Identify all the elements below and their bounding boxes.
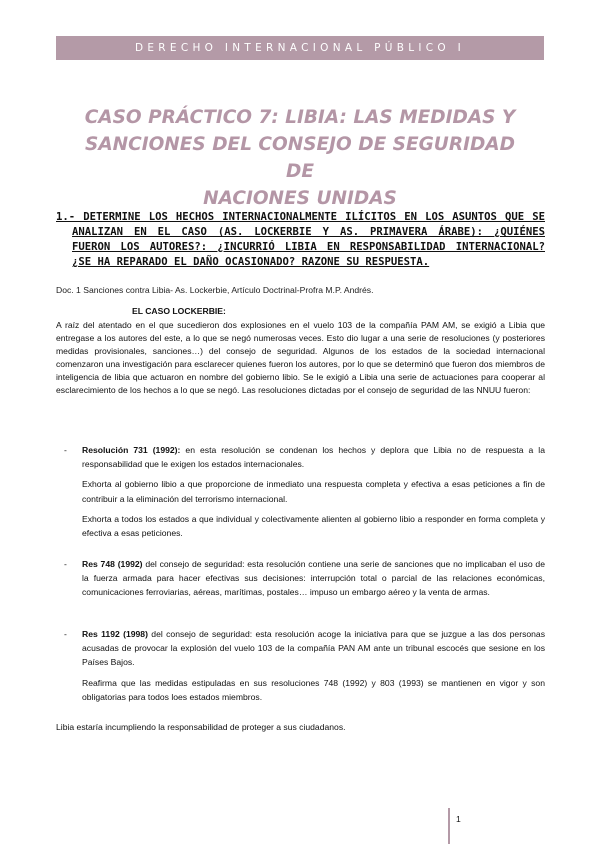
question-line-1: 1.- DETERMINE LOS HECHOS INTERNACIONALMENTE ILÍCITOS EN LOS ASUNTOS QUE SE xyxy=(56,211,545,223)
document-reference: Doc. 1 Sanciones contra Libia- As. Lockerbie, Artículo Doctrinal-Profra M.P. Andrés. xyxy=(56,285,374,295)
list-dash: - xyxy=(64,629,67,639)
question-heading xyxy=(56,210,545,270)
title-line-1: CASO PRÁCTICO 7: LIBIA: LAS MEDIDAS Y xyxy=(84,107,516,128)
question-line-3: FUERON LOS AUTORES?: ¿INCURRIÓ LIBIA EN RESPONSABILIDAD INTERNACIONAL? xyxy=(72,241,545,253)
header-text: DERECHO INTERNACIONAL PÚBLICO I xyxy=(134,42,466,54)
resolution-text: en esta resolución se condenan los hechos y deplora que Libia no de respuesta a la responsabilidad que le exigen los estados internacionales. xyxy=(82,445,545,470)
title-line-3: NACIONES UNIDAS xyxy=(203,188,397,209)
resolution-extra: Exhorta al gobierno libio a que proporcione de inmediato una respuesta completa y efectiva a esas peticiones a fin de contribuir a la eliminación del terrorismo internacional. xyxy=(82,479,545,504)
header-bar xyxy=(56,36,544,60)
question-line-2: ANALIZAN EN EL CASO (AS. LOCKERBIE Y AS. PRIMAVERA ÁRABE): ¿QUIÉNES xyxy=(72,226,545,238)
resolution-item xyxy=(56,443,545,540)
document-title xyxy=(70,104,530,212)
title-line-2: SANCIONES DEL CONSEJO DE SEGURIDAD DE xyxy=(85,134,515,182)
conclusion: Libia estaría incumpliendo la responsabilidad de proteger a sus ciudadanos. xyxy=(56,722,346,732)
resolution-extra: Reafirma que las medidas estipuladas en sus resoluciones 748 (1992) y 803 (1993) se mantienen en vigor y son obligatorias para todos loes estados miembros. xyxy=(82,677,545,702)
resolution-item xyxy=(56,557,545,600)
resolution-text: del consejo de seguridad: esta resolución acoge la iniciativa para que se juzgue a las dos personas acusadas de provocar la explosión del vuelo 103 de la compañía PAN AM ante un tribunal escocés que sesione en los Países Bajos. xyxy=(82,629,545,668)
resolution-title: Res 1192 (1998) xyxy=(82,629,148,639)
list-dash: - xyxy=(64,445,67,455)
page-number: 1 xyxy=(456,814,461,824)
question-line-4: ¿SE HA REPARADO EL DAÑO OCASIONADO? RAZONE SU RESPUESTA. xyxy=(72,256,430,268)
resolution-item xyxy=(56,627,545,704)
resolution-title: Res 748 (1992) xyxy=(82,559,143,569)
resolutions-list-2 xyxy=(56,557,545,600)
resolutions-list xyxy=(56,443,545,540)
resolution-text: del consejo de seguridad: esta resolución contiene una serie de sanciones que no implicaban el uso de la fuerza armada para hacer efectivas sus decisiones: interrupción total o parcial de las relaciones económicas, comunicaciones ferroviarias, aéreas, marítimas, postales… impuso un embargo aéreo y la venta de armas. xyxy=(82,559,545,598)
resolutions-list-3 xyxy=(56,627,545,704)
intro-paragraph: A raíz del atentado en el que sucedieron dos explosiones en el vuelo 103 de la compañía PAM AM, se exigió a Libia que entregase a los autores del este, a lo que se negó numerosas veces. Esto dio lugar a una serie de resoluciones (y posteriores medidas provisionales, sanciones…) del consejo de seguridad. Algunos de los estados de la sociedad internacional comenzaron una investigación para esclarecer quienes fueron los autores, por lo que se determinó que fueron dos miembros de inteligencia de libia que actuaron en nombre del gobierno libio. Se le exigió a Libia una serie de actuaciones para cooperar al esclarecimiento de los hechos a lo que se negó. Las resoluciones dictadas por el consejo de seguridad de las NNUU fueron: xyxy=(56,320,545,395)
resolution-title: Resolución 731 (1992): xyxy=(82,445,181,455)
case-title: EL CASO LOCKERBIE: xyxy=(132,306,226,316)
list-dash: - xyxy=(64,559,67,569)
page-number-rule xyxy=(448,808,450,844)
resolution-extra: Exhorta a todos los estados a que individual y colectivamente alienten al gobierno libio a responder en forma completa y efectiva a esas peticiones. xyxy=(82,513,545,539)
